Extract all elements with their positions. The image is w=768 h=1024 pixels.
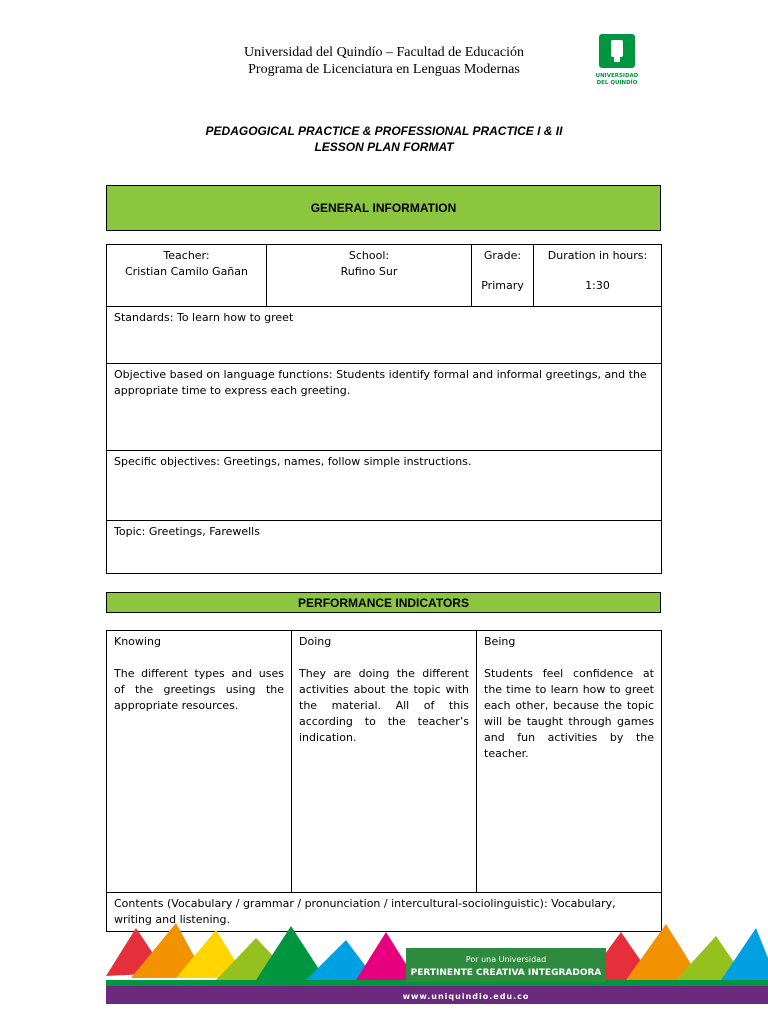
- duration-value: 1:30: [585, 279, 610, 292]
- topic-cell: Topic: Greetings, Farewells: [107, 521, 662, 574]
- teacher-cell: [107, 245, 267, 307]
- duration-label: Duration in hours:: [547, 249, 648, 262]
- knowing-text: The different types and uses of the greetings using the appropriate resources.: [114, 667, 284, 712]
- footer-url: www.uniquindio.edu.co: [402, 992, 530, 1001]
- title-line-1: PEDAGOGICAL PRACTICE & PROFESSIONAL PRACTICE I & II: [205, 124, 563, 138]
- footer-line-1: Por una Universidad: [465, 955, 547, 964]
- institution-header: [0, 44, 768, 78]
- teacher-label: Teacher:: [163, 249, 210, 262]
- doing-title: Doing: [299, 635, 332, 648]
- document-title: [0, 123, 768, 155]
- specific-objectives-cell: Specific objectives: Greetings, names, follow simple instructions.: [107, 451, 662, 521]
- grade-cell: [472, 245, 534, 307]
- being-text: Students feel confidence at the time to learn how to greet each other, because the topic will be taught through games and fun activities by the teacher.: [484, 667, 654, 760]
- general-information-heading: [106, 185, 661, 231]
- teacher-value: Cristian Camilo Gañan: [125, 265, 248, 278]
- knowing-title: Knowing: [114, 635, 161, 648]
- objective-cell: Objective based on language functions: Students identify formal and informal greetings, and the appropriate time to express each greeting.: [107, 364, 662, 451]
- logo-text-1: UNIVERSIDAD: [595, 73, 639, 79]
- standards-cell: Standards: To learn how to greet: [107, 307, 662, 364]
- doing-text: They are doing the different activities about the topic with the material. All of this according to the teacher’s indication.: [299, 667, 469, 744]
- footer-banner: [106, 918, 768, 1004]
- performance-indicators-table: [106, 630, 662, 932]
- being-title: Being: [484, 635, 516, 648]
- school-label: School:: [348, 249, 390, 262]
- university-logo: [592, 34, 642, 86]
- logo-text-2: DEL QUINDÍO: [596, 80, 638, 86]
- title-line-2: LESSON PLAN FORMAT: [314, 140, 454, 154]
- footer-line-2: PERTINENTE CREATIVA INTEGRADORA: [410, 968, 602, 978]
- school-cell: [267, 245, 472, 307]
- grade-label: Grade:: [483, 249, 522, 262]
- being-cell: [477, 631, 662, 893]
- performance-indicators-heading: [106, 592, 661, 613]
- duration-cell: [534, 245, 662, 307]
- general-information-heading-text: GENERAL INFORMATION: [310, 201, 457, 215]
- knowing-cell: [107, 631, 292, 893]
- general-information-table: [106, 244, 662, 574]
- school-value: Rufino Sur: [340, 265, 398, 278]
- contents-cell: Contents (Vocabulary / grammar / pronunciation / intercultural-sociolinguistic): Vocabulary, writing and listening.: [107, 893, 662, 932]
- performance-indicators-heading-text: PERFORMANCE INDICATORS: [298, 595, 469, 610]
- institution-line-1: Universidad del Quindío – Facultad de Educación: [244, 45, 524, 60]
- doing-cell: [292, 631, 477, 893]
- institution-line-2: Programa de Licenciatura en Lenguas Modernas: [248, 62, 520, 77]
- grade-value: Primary: [481, 279, 524, 292]
